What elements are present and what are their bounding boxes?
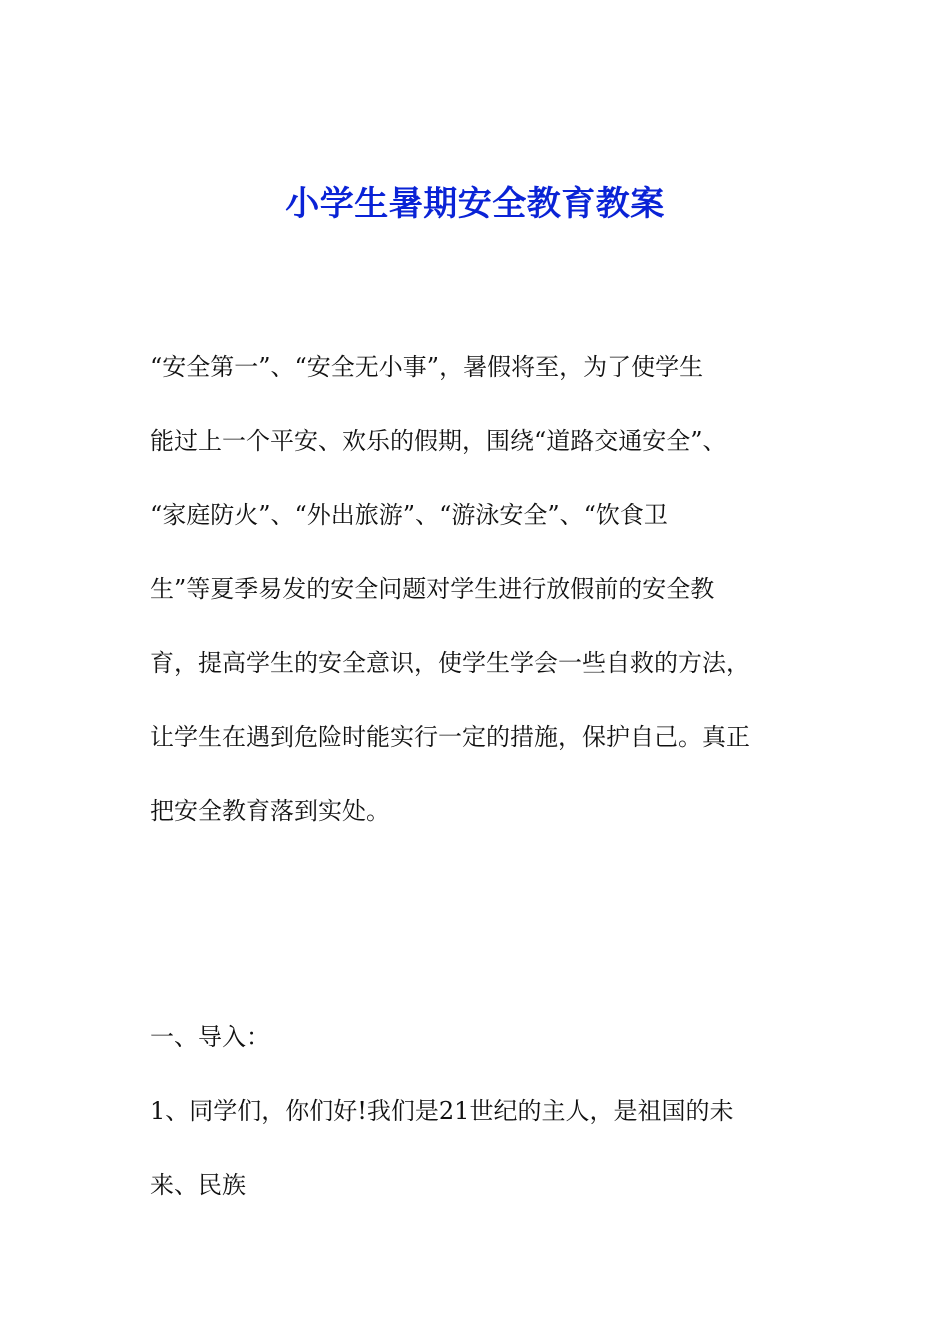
paragraph-line: 能过上一个平安、欢乐的假期，围绕“道路交通安全”、 [150, 427, 727, 455]
section-heading: 一、导入： [150, 1023, 270, 1051]
paragraph-line: 生”等夏季易发的安全问题对学生进行放假前的安全教 [150, 575, 715, 603]
paragraph-line: 把安全教育落到实处。 [150, 797, 390, 825]
document-title: 小学生暑期安全教育教案 [285, 184, 665, 224]
intro-paragraph [150, 330, 795, 848]
paragraph-line: 1、同学们，你们好!我们是21世纪的主人，是祖国的未 [150, 1097, 734, 1125]
paragraph-line: 来、民族 [150, 1171, 246, 1199]
paragraph-line: 让学生在遇到危险时能实行一定的措施，保护自己。真正 [150, 723, 750, 751]
section-introduction [150, 1000, 795, 1222]
paragraph-line: 育，提高学生的安全意识，使学生学会一些自救的方法， [150, 649, 750, 677]
paragraph-line: “安全第一”、“安全无小事”，暑假将至，为了使学生 [150, 353, 704, 381]
paragraph-line: “家庭防火”、“外出旅游”、“游泳安全”、“饮食卫 [150, 501, 668, 529]
